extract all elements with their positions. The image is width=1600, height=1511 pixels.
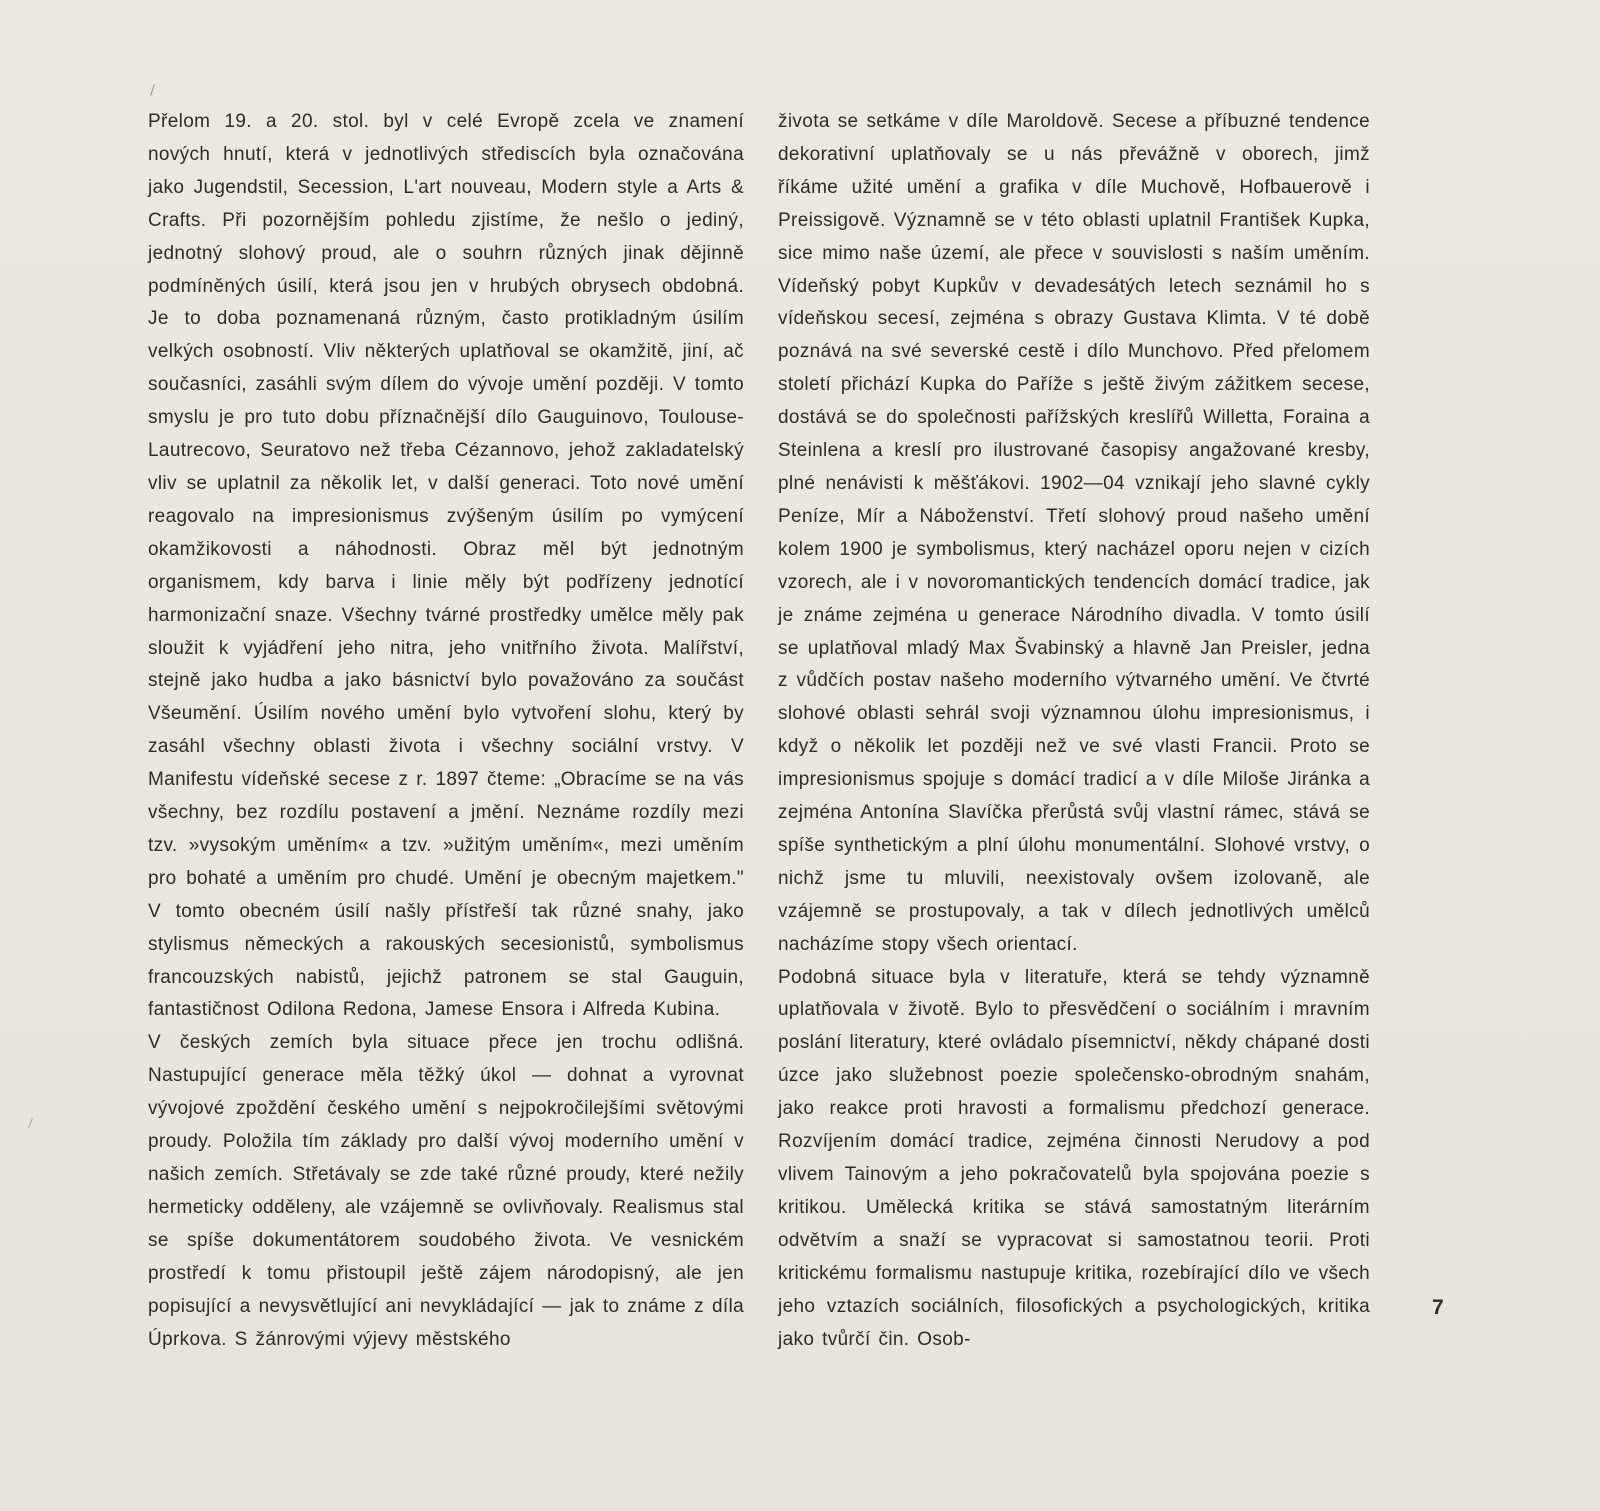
scan-artifact-mark (28, 1118, 33, 1128)
left-column-paragraph-2: V českých zemích byla situace přece jen trochu odlišná. Nastupující generace měla těžký úkol — dohnat a vyrovnat vývojové zpoždění českého umění s nejpokročilejšími světovými proudy. Položila tím základy pro další vývoj moderního umění v našich zemích. Střetávaly se zde také různé proudy, které nežily hermeticky odděleny, ale vzájemně se ovlivňovaly. Realismus stal se spíše dokumentátorem soudobého života. Ve vesnickém prostředí k tomu přistoupil ještě zájem národopisný, ale jen popisující a nevysvětlující ani nevykládající — jak to známe z díla Úprkova. S žánrovými výjevy městského (148, 1032, 744, 1350)
right-column-paragraph-2: Podobná situace byla v literatuře, která se tehdy významně uplatňovala v životě. Bylo to přesvědčení o sociálním i mravním poslání literatury, které ovládalo písemnictví, někdy chápané dosti úzce jako služebnost poezie společensko-obrodným snahám, jako reakce proti hravosti a formalismu předchozí generace. Rozvíjením domácí tradice, zejména činnosti Nerudovy a pod vlivem Tainovým a jeho pokračovatelů byla spojována poezie s kritikou. Umělecká kritika se stává samostatným literárním odvětvím a snaží se vypracovat si samostatnou teorii. Proti kritickému formalismu nastupuje kritika, rozebírající dílo ve všech jeho vztazích sociálních, filosofických a psychologických, kritika jako tvůrčí čin. Osob- (778, 966, 1370, 1350)
scan-artifact-mark (150, 84, 155, 96)
left-text-column (148, 106, 744, 1356)
page-number: 7 (1432, 1296, 1445, 1319)
left-column-paragraph-1: Přelom 19. a 20. stol. byl v celé Evropě zcela ve znamení nových hnutí, která v jednotlivých střediscích byla označována jako Jugendstil, Secession, L'art nouveau, Modern style a Arts & Crafts. Při pozornějším pohledu zjistíme, že nešlo o jediný, jednotný slohový proud, ale o souhrn různých jinak dějinně podmíněných úsilí, která jsou jen v hrubých obrysech obdobná. Je to doba poznamenaná různým, často protikladným úsilím velkých osobností. Vliv některých uplatňoval se okamžitě, jiní, ač současníci, zasáhli svým dílem do vývoje umění později. V tomto smyslu je pro tuto dobu příznačnější dílo Gauguinovo, Toulouse-Lautrecovo, Seuratovo než třeba Cézannovo, jehož zakladatelský vliv se uplatnil za několik let, v další generaci. Toto nové umění reagovalo na impresionismus zvýšeným úsilím po vymýcení okamžikovosti a náhodnosti. Obraz měl být jednotným organismem, kdy barva i linie měly být podřízeny jednotící harmonizační snaze. Všechny tvárné prostředky umělce měly pak sloužit k vyjádření jeho nitra, jeho vnitřního života. Malířství, stejně jako hudba a jako básnictví bylo považováno za součást Všeumění. Úsilím nového umění bylo vytvoření slohu, který by zasáhl všechny oblasti života i všechny sociální vrstvy. V Manifestu vídeňské secese z r. 1897 čteme: „Obracíme se na vás všechny, bez rozdílu postavení a jmění. Neznáme rozdíly mezi tzv. »vysokým uměním« a tzv. »užitým uměním«, mezi uměním pro bohaté a uměním pro chudé. Umění je obecným majetkem." V tomto obecném úsilí našly přístřeší tak různé snahy, jako stylismus německých a rakouských secesionistů, symbolismus francouzských nabistů, jejichž patronem se stal Gauguin, fantastičnost Odilona Redona, Jamese Ensora i Alfreda Kubina. (148, 111, 744, 1021)
right-column-paragraph-1: života se setkáme v díle Maroldově. Secese a příbuzné tendence dekorativní uplatňovaly se u nás převážně v oborech, jimž říkáme užité umění a grafika v díle Muchově, Hofbauerově i Preissigově. Významně se v této oblasti uplatnil František Kupka, sice mimo naše území, ale přece v souvislosti s naším uměním. Vídeňský pobyt Kupkův v devadesátých letech seznámil ho s vídeňskou secesí, zejména s obrazy Gustava Klimta. V té době poznává na své severské cestě i dílo Munchovo. Před přelomem století přichází Kupka do Paříže s ještě živým zážitkem secese, dostává se do společnosti pařížských kreslířů Willetta, Foraina a Steinlena a kreslí pro ilustrované časopisy angažované kresby, plné nenávisti k měšťákovi. 1902—04 vznikají jeho slavné cykly Peníze, Mír a Náboženství. Třetí slohový proud našeho umění kolem 1900 je symbolismus, který nacházel oporu nejen v cizích vzorech, ale i v novoromantických tendencích domácí tradice, jak je známe zejména u generace Národního divadla. V tomto úsilí se uplatňoval mladý Max Švabinský a hlavně Jan Preisler, jedna z vůdčích postav našeho moderního výtvarného umění. Ve čtvrté slohové oblasti sehrál svoji významnou úlohu impresionismus, i když o několik let později než ve své vlasti Francii. Proto se impresionismus spojuje s domácí tradicí a v díle Miloše Jiránka a zejména Antonína Slavíčka přerůstá svůj vlastní rámec, stává se spíše synthetickým a plní úlohu monumentální. Slohové vrstvy, o nichž jsme tu mluvili, neexistovaly ovšem izolovaně, ale vzájemně se prostupovaly, a tak v dílech jednotlivých umělců nacházíme stopy všech orientací. (778, 111, 1370, 955)
right-text-column (778, 106, 1370, 1356)
